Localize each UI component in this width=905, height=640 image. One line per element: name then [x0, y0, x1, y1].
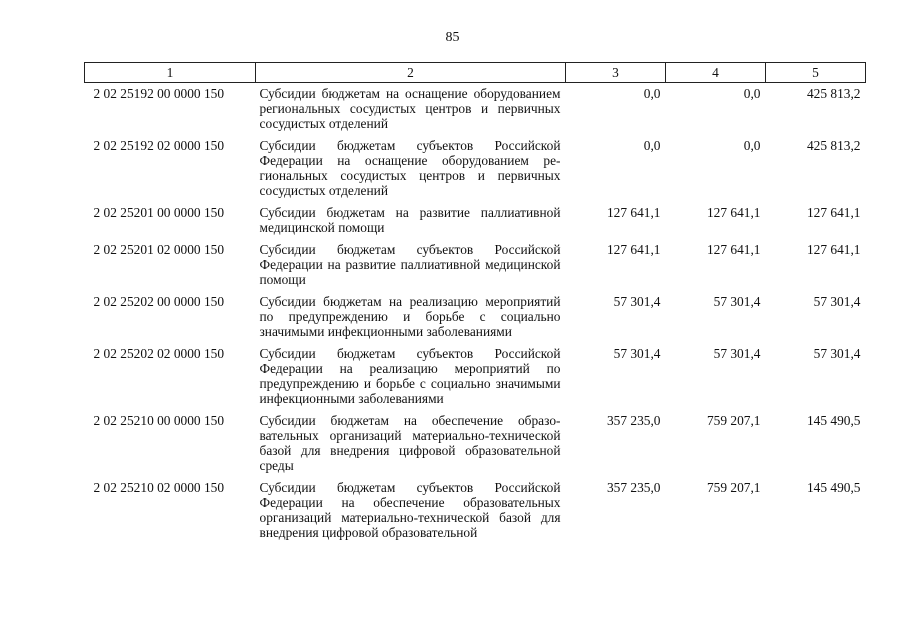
- table-row: [85, 239, 866, 291]
- amount-col4: 0,0: [743, 86, 761, 101]
- budget-code: 2 02 25201 02 0000 150: [93, 242, 225, 257]
- budget-code: 2 02 25210 00 0000 150: [93, 413, 225, 428]
- amount-col3: 127 641,1: [606, 205, 661, 220]
- item-name: Субсидии бюджетам на оснащение оборудованием региональных сосудистых центров и первичных сосудистых отделений: [259, 86, 561, 131]
- amount-col3: 0,0: [643, 86, 661, 101]
- item-name: Субсидии бюджетам на обеспечение образовательных организаций материально-технической базой для внедрения цифровой образовательной среды: [259, 413, 561, 473]
- amount-col4: 759 207,1: [706, 413, 761, 428]
- amount-col5: 57 301,4: [813, 346, 861, 361]
- column-header-2: 2: [256, 63, 566, 83]
- item-name: Субсидии бюджетам субъектов Российской Федерации на реализацию мероприятий по предупреждению и борьбе с социально значимыми инфекционными заболеваниями: [259, 346, 561, 406]
- column-header-3: 3: [566, 63, 666, 83]
- amount-col4: 759 207,1: [706, 480, 761, 495]
- amount-col3: 0,0: [643, 138, 661, 153]
- amount-col5: 425 813,2: [806, 138, 861, 153]
- table-row: [85, 343, 866, 410]
- table-row: [85, 410, 866, 477]
- page-number: 85: [445, 30, 460, 45]
- amount-col4: 127 641,1: [706, 205, 761, 220]
- amount-col4: 57 301,4: [713, 346, 761, 361]
- budget-code: 2 02 25202 02 0000 150: [93, 346, 225, 361]
- amount-col5: 127 641,1: [806, 242, 861, 257]
- budget-code: 2 02 25201 00 0000 150: [93, 205, 225, 220]
- amount-col5: 145 490,5: [806, 480, 861, 495]
- amount-col3: 57 301,4: [613, 294, 661, 309]
- table-row: [85, 477, 866, 544]
- budget-code: 2 02 25210 02 0000 150: [93, 480, 225, 495]
- amount-col3: 357 235,0: [606, 413, 661, 428]
- amount-col3: 357 235,0: [606, 480, 661, 495]
- amount-col3: 127 641,1: [606, 242, 661, 257]
- item-name: Субсидии бюджетам субъектов Российской Федерации на оснащение оборудованием региональных сосудистых центров и первичных сосудистых отделений: [259, 138, 561, 198]
- column-header-1: 1: [85, 63, 256, 83]
- item-name: Субсидии бюджетам субъектов Российской Федерации на развитие паллиативной медицинской помощи: [259, 242, 561, 287]
- table-header-row: [85, 63, 866, 83]
- table-row: [85, 202, 866, 239]
- amount-col4: 127 641,1: [706, 242, 761, 257]
- item-name: Субсидии бюджетам субъектов Российской Федерации на обеспечение образовательных организаций материально-технической базой для внедрения цифровой образовательной: [259, 480, 561, 540]
- item-name: Субсидии бюджетам на развитие паллиативной медицинской помощи: [259, 205, 561, 235]
- amount-col4: 0,0: [743, 138, 761, 153]
- amount-col5: 127 641,1: [806, 205, 861, 220]
- column-header-4: 4: [666, 63, 766, 83]
- amount-col3: 57 301,4: [613, 346, 661, 361]
- amount-col5: 57 301,4: [813, 294, 861, 309]
- amount-col5: 425 813,2: [806, 86, 861, 101]
- table-row: [85, 135, 866, 202]
- table-row: [85, 291, 866, 343]
- budget-code: 2 02 25192 00 0000 150: [93, 86, 225, 101]
- table-row: [85, 83, 866, 136]
- column-header-5: 5: [766, 63, 866, 83]
- budget-code: 2 02 25202 00 0000 150: [93, 294, 225, 309]
- budget-code: 2 02 25192 02 0000 150: [93, 138, 225, 153]
- amount-col5: 145 490,5: [806, 413, 861, 428]
- budget-table: [84, 62, 866, 544]
- amount-col4: 57 301,4: [713, 294, 761, 309]
- item-name: Субсидии бюджетам на реализацию мероприятий по предупреждению и борьбе с социально значимыми инфекционными заболеваниями: [259, 294, 561, 339]
